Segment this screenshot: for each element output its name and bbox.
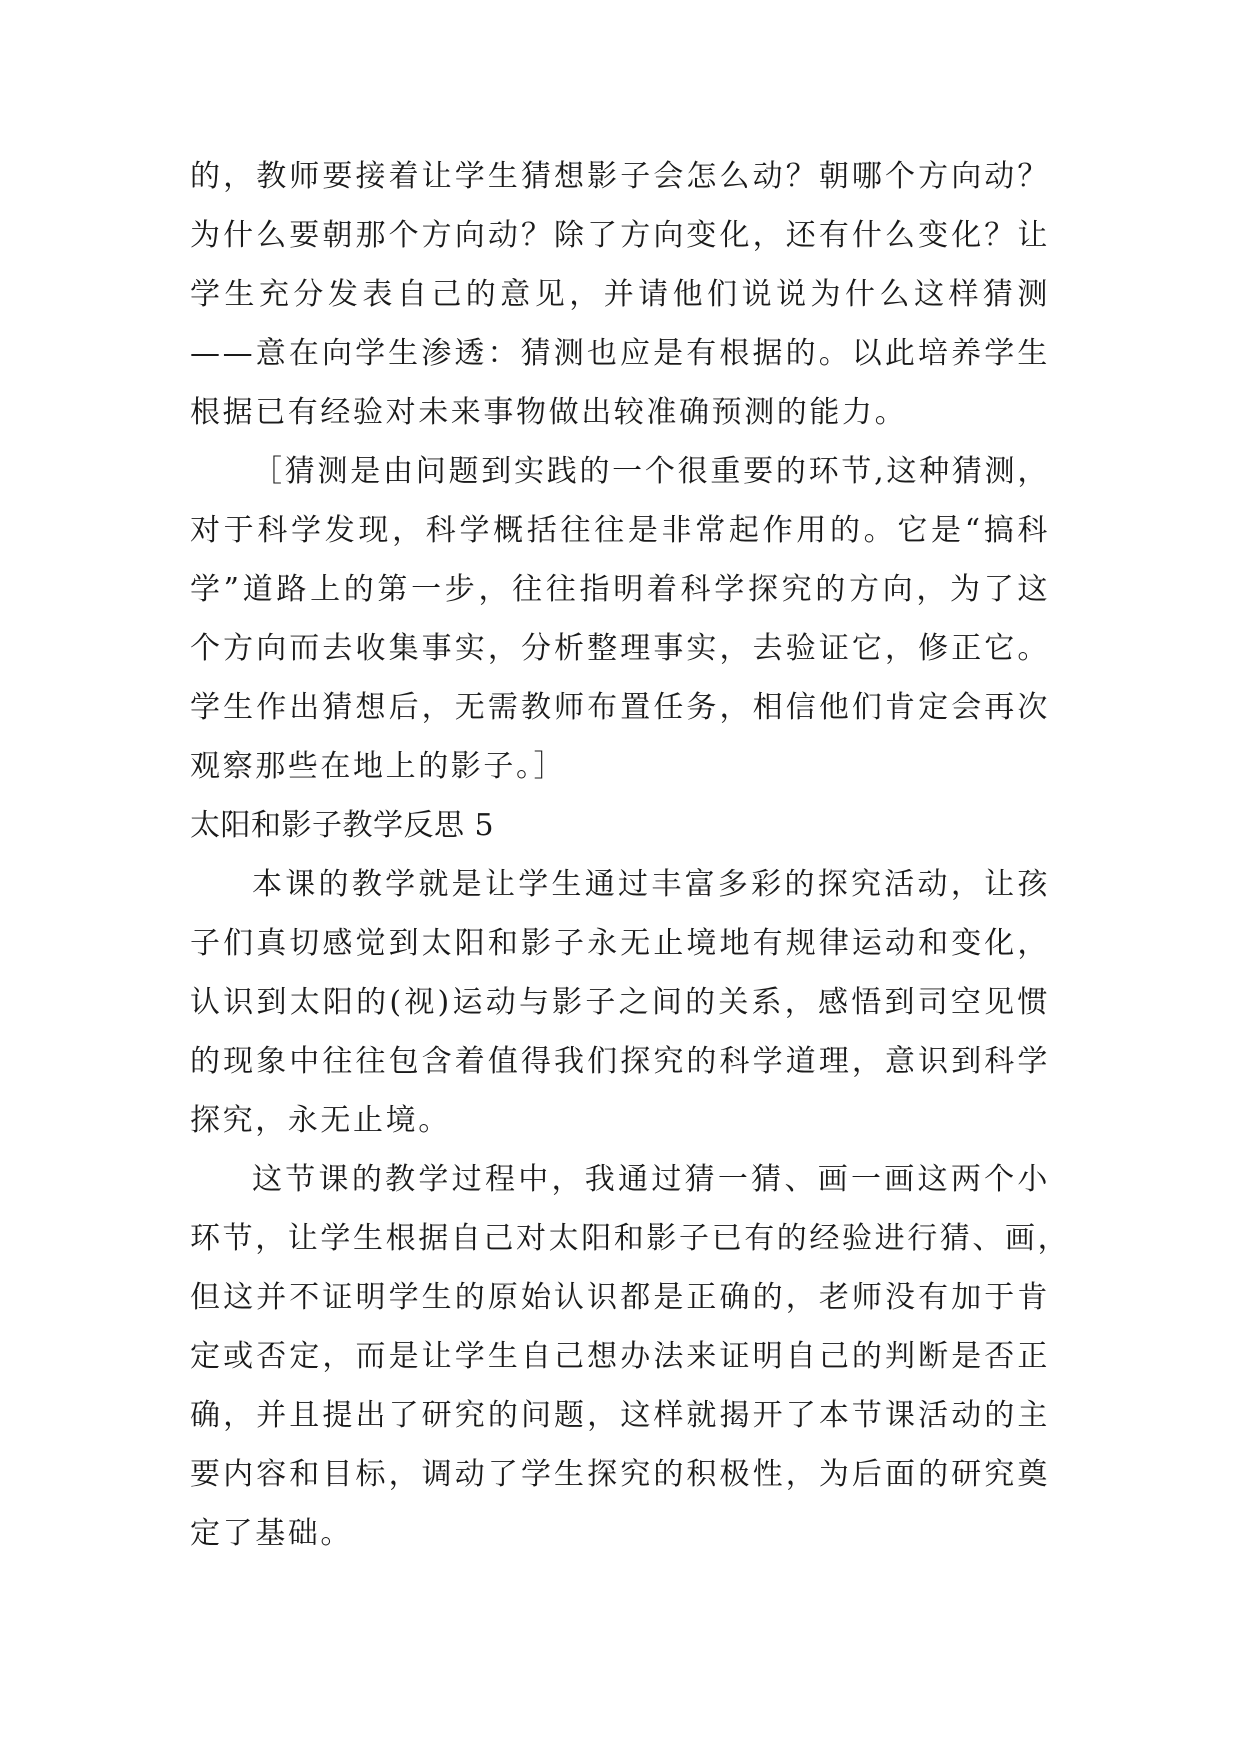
text-line: 学生作出猜想后，无需教师布置任务，相信他们肯定会再次 xyxy=(190,690,1050,725)
paragraph-4 xyxy=(190,1161,1071,1552)
text-line: 为什么要朝那个方向动？除了方向变化，还有什么变化？让 xyxy=(190,218,1050,253)
text-line: 环节，让学生根据自己对太阳和影子已有的经验进行猜、画， xyxy=(190,1221,1071,1256)
text-line: 子们真切感觉到太阳和影子永无止境地有规律运动和变化， xyxy=(190,926,1050,961)
text-line: 观察那些在地上的影子。］ xyxy=(190,749,567,784)
text-line: 认识到太阳的(视)运动与影子之间的关系，感悟到司空见惯 xyxy=(190,985,1050,1020)
section-heading: 太阳和影子教学反思 5 xyxy=(190,808,495,843)
text-line: 的，教师要接着让学生猜想影子会怎么动？朝哪个方向动？ xyxy=(190,159,1050,194)
paragraph-1 xyxy=(190,158,1050,431)
text-line: 对于科学发现，科学概括往往是非常起作用的。它是“搞科 xyxy=(190,513,1050,548)
text-line: 这节课的教学过程中，我通过猜一猜、画一画这两个小 xyxy=(252,1162,1050,1197)
text-line: 定或否定，而是让学生自己想办法来证明自己的判断是否正 xyxy=(190,1339,1050,1374)
paragraph-2 xyxy=(190,453,1050,785)
text-line: 本课的教学就是让学生通过丰富多彩的探究活动，让孩 xyxy=(252,867,1050,902)
text-line: 的现象中往往包含着值得我们探究的科学道理，意识到科学 xyxy=(190,1044,1050,1079)
paragraph-3 xyxy=(190,866,1050,1139)
text-line: 探究，永无止境。 xyxy=(190,1103,451,1138)
text-line: ——意在向学生渗透：猜测也应是有根据的。以此培养学生 xyxy=(190,336,1050,371)
text-line: 学”道路上的第一步，往往指明着科学探究的方向，为了这 xyxy=(190,572,1050,607)
text-line: 确，并且提出了研究的问题，这样就揭开了本节课活动的主 xyxy=(190,1398,1050,1433)
text-line: ［猜测是由问题到实践的一个很重要的环节,这种猜测， xyxy=(252,454,1050,489)
document-body xyxy=(190,158,1071,1574)
text-line: 学生充分发表自己的意见，并请他们说说为什么这样猜测 xyxy=(190,277,1050,312)
text-line: 根据已有经验对未来事物做出较准确预测的能力。 xyxy=(190,395,908,430)
text-line: 定了基础。 xyxy=(190,1516,353,1551)
text-line: 要内容和目标，调动了学生探究的积极性，为后面的研究奠 xyxy=(190,1457,1050,1492)
text-line: 但这并不证明学生的原始认识都是正确的，老师没有加于肯 xyxy=(190,1280,1050,1315)
text-line: 个方向而去收集事实，分析整理事实，去验证它，修正它。 xyxy=(190,631,1050,666)
